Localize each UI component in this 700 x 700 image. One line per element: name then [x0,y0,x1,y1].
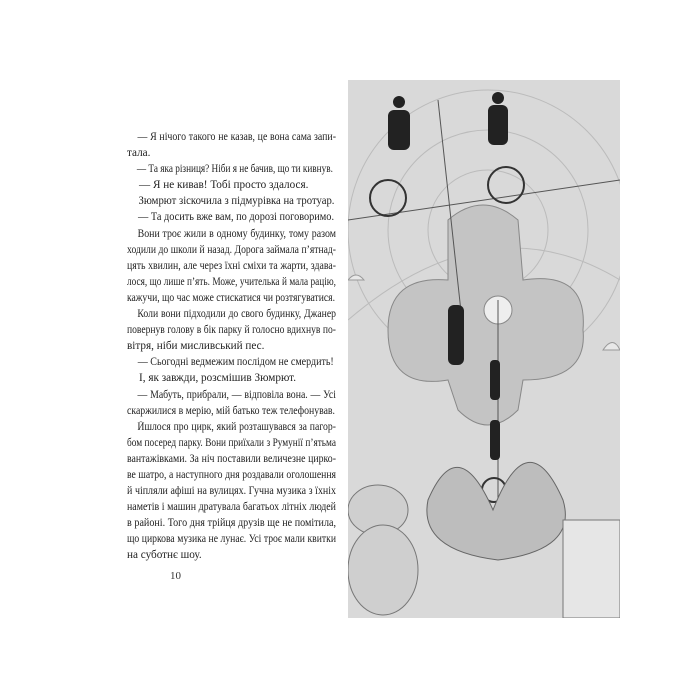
text-line: — Сьогодні ведмежим послідом не смердить! [137,356,334,369]
text-line: кажучи, що час може стискатися чи розтягуватися. [127,291,335,304]
circus-illustration [348,80,620,618]
text-line: скаржилися в мерію, мій батько теж телефонував. [127,404,335,417]
text-line: — Та досить вже вам, по дорозі поговоримо. [138,211,335,224]
text-line: тала. [127,147,151,160]
text-line: на суботнє шоу. [127,549,202,562]
text-line: лося, що лише п’ять. Може, учителька й мала рацію, [127,275,336,288]
text-line: в районі. Того дня трійця друзів ще не помітила, [127,517,336,530]
text-line: й чіпляли афіші на вулицях. Гучна музика з їхніх [127,485,336,498]
text-line: Зюмрют зіскочила з підмурівка на тротуар. [138,195,335,208]
text-line: — Я не кивав! Тобі просто здалося. [139,179,309,192]
body-text [127,129,336,564]
text-line: ходили до школи й назад. Дорога займала п’ятнад- [127,243,336,256]
text-line: бом посеред парку. Вони приїхали з Румунії п’ятьма [127,436,336,449]
page-number: 10 [170,570,181,582]
text-line: Йшлося про цирк, який розташувався за пагор- [137,420,336,433]
text-line: — Мабуть, прибрали, — відповіла вона. — Усі [137,388,336,401]
text-line: І, як завжди, розсмішив Зюмрют. [139,372,297,385]
text-line: повернув голову в бік парку й голосно вдихнув по- [127,324,336,337]
text-line: ве шатро, а наступного дня роздавали оголошення [127,468,336,481]
text-line: Коли вони підходили до свого будинку, Джанер [137,308,336,321]
text-line: Вони троє жили в одному будинку, тому разом [137,227,336,240]
text-line: цять хвилин, але через їхні сміхи та жарти, здава- [127,259,336,272]
text-line: вантажівками. За ніч поставили величезне цирко- [127,452,336,465]
text-line: — Я нічого такого не казав, це вона сама запи- [137,131,336,143]
text-line: що циркова музика не лунає. Усі троє мали квитки [127,533,336,546]
text-line: вітря, ніби мисливський пес. [127,340,265,353]
text-line: наметів і машин дратувала багатьох літніх людей [127,501,336,514]
popcorn [563,520,620,618]
text-line: — Та яка різниця? Ніби я не бачив, що ти кивнув. [136,163,333,176]
girl-figure [348,485,418,615]
